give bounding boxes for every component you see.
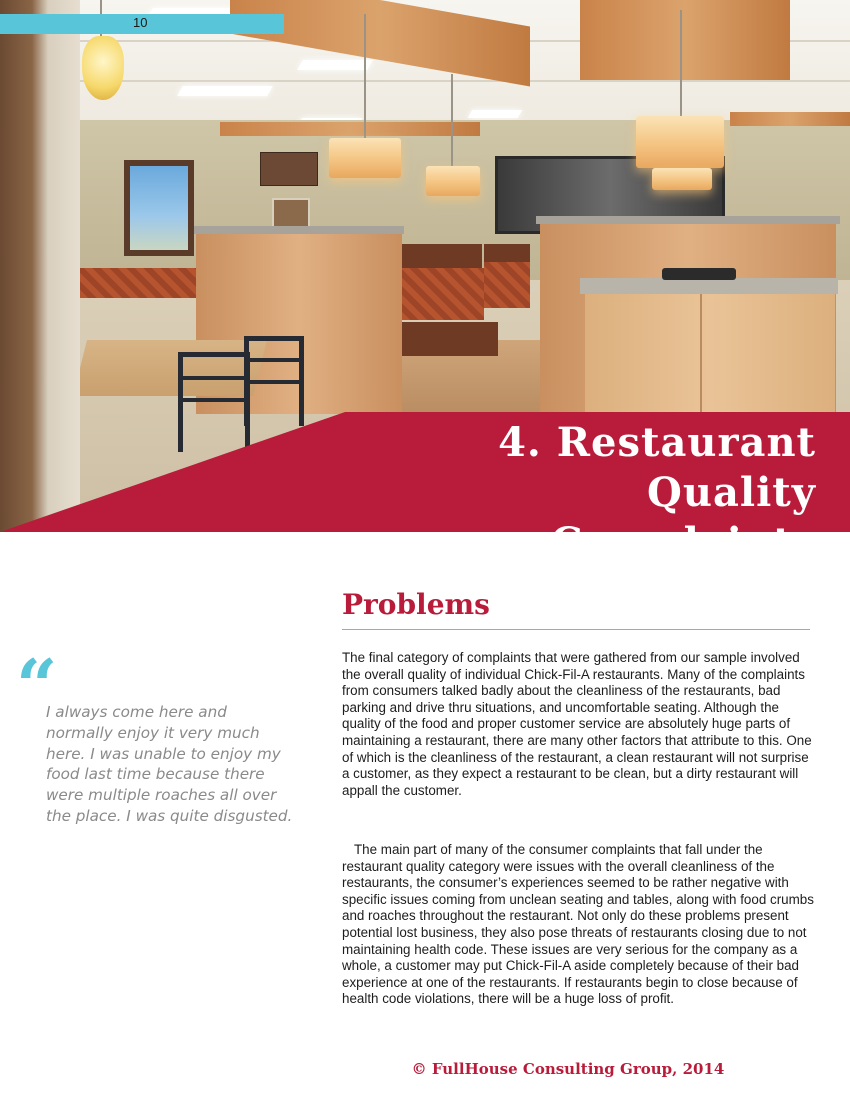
photo-ceiling-light [468, 110, 523, 118]
page-number: 10 [133, 15, 148, 30]
page-title-line-1: 4. Restaurant Quality [498, 419, 816, 516]
photo-counter-split [700, 294, 702, 414]
photo-left-pillar [0, 0, 80, 532]
pull-quote-text: I always come here and normally enjoy it very much here. I was unable to enjoy my food last time because there were multiple roaches all over the place. I was quite disgusted. [46, 703, 293, 825]
photo-wall-trim [730, 112, 850, 126]
photo-ceiling-light [177, 86, 273, 96]
heading-divider [342, 629, 810, 630]
quote-mark-icon: “ [16, 643, 58, 728]
photo-pendant-lamp [652, 168, 712, 190]
footer-copyright: © FullHouse Consulting Group, 2014 [411, 1060, 725, 1078]
photo-booth-seat [80, 268, 198, 298]
photo-pendant-lamp [329, 138, 401, 178]
body-paragraph-1: The final category of complaints that were gathered from our sample involved the overall quality of individual Chick-Fil-A restaurants. Many of the complaints from consumers talked badly about the cleanliness of the restaurants, bad parking and drive thru situations, and uncomfortable seating. Although the quality of the food and proper customer service are absolutely huge parts of maintaining a restaurant, there are many other factors that attribute to this. One of which is the cleanliness of the restaurant, a clean restaurant will not surprise a customer, as they expect a restaurant to be clean, but a dirty restaurant will appall the customer. [342, 650, 812, 798]
page-title-line-2: Complaints [550, 519, 816, 566]
photo-booth-cushion [484, 244, 530, 262]
photo-chair-slat [248, 358, 300, 362]
photo-chair-slat [182, 376, 246, 380]
photo-lamp-cord [451, 74, 453, 168]
section-heading: Problems [342, 588, 490, 621]
photo-wall-picture [124, 160, 194, 256]
photo-ceiling-line [70, 80, 850, 82]
photo-chair-slat [248, 380, 300, 384]
photo-chair [178, 352, 250, 452]
photo-booth-seat [402, 268, 484, 320]
photo-lamp-cord [680, 10, 682, 118]
photo-pendant-lamp [82, 36, 124, 100]
photo-tray [662, 268, 736, 280]
page-title [336, 418, 816, 568]
photo-wood-soffit [580, 0, 790, 80]
body-paragraph-2: The main part of many of the consumer complaints that fall under the restaurant quality category were issues with the overall cleanliness of the restaurants, the consumer’s experiences seemed to be rather negative with specific issues coming from unclean seating and tables, along with food crumbs and roaches throughout the restaurant. Not only do these problems present potential lost business, they also pose threats of restaurants closing due to not maintaining health code. These issues are very serious for the company as a whole, a customer may put Chick-Fil-A aside completely because of their bad experience at one of the restaurants. If restaurants begin to close because of health code violations, there will be a huge loss of profit. [342, 842, 814, 1007]
photo-lamp-cord [364, 14, 366, 140]
photo-pendant-lamp [426, 166, 480, 196]
photo-booth-seat [484, 260, 530, 308]
photo-wall-trim [220, 122, 480, 136]
photo-booth-partition-top [194, 226, 404, 234]
photo-booth-partition-top [536, 216, 840, 224]
photo-counter [585, 280, 835, 416]
photo-counter-top [580, 278, 838, 294]
photo-chair-slat [182, 398, 246, 402]
photo-booth-cushion [402, 244, 482, 268]
photo-ceiling-light [297, 60, 373, 70]
photo-pendant-lamp [636, 116, 724, 168]
photo-wall-sign [260, 152, 318, 186]
photo-booth-cushion [402, 322, 498, 356]
